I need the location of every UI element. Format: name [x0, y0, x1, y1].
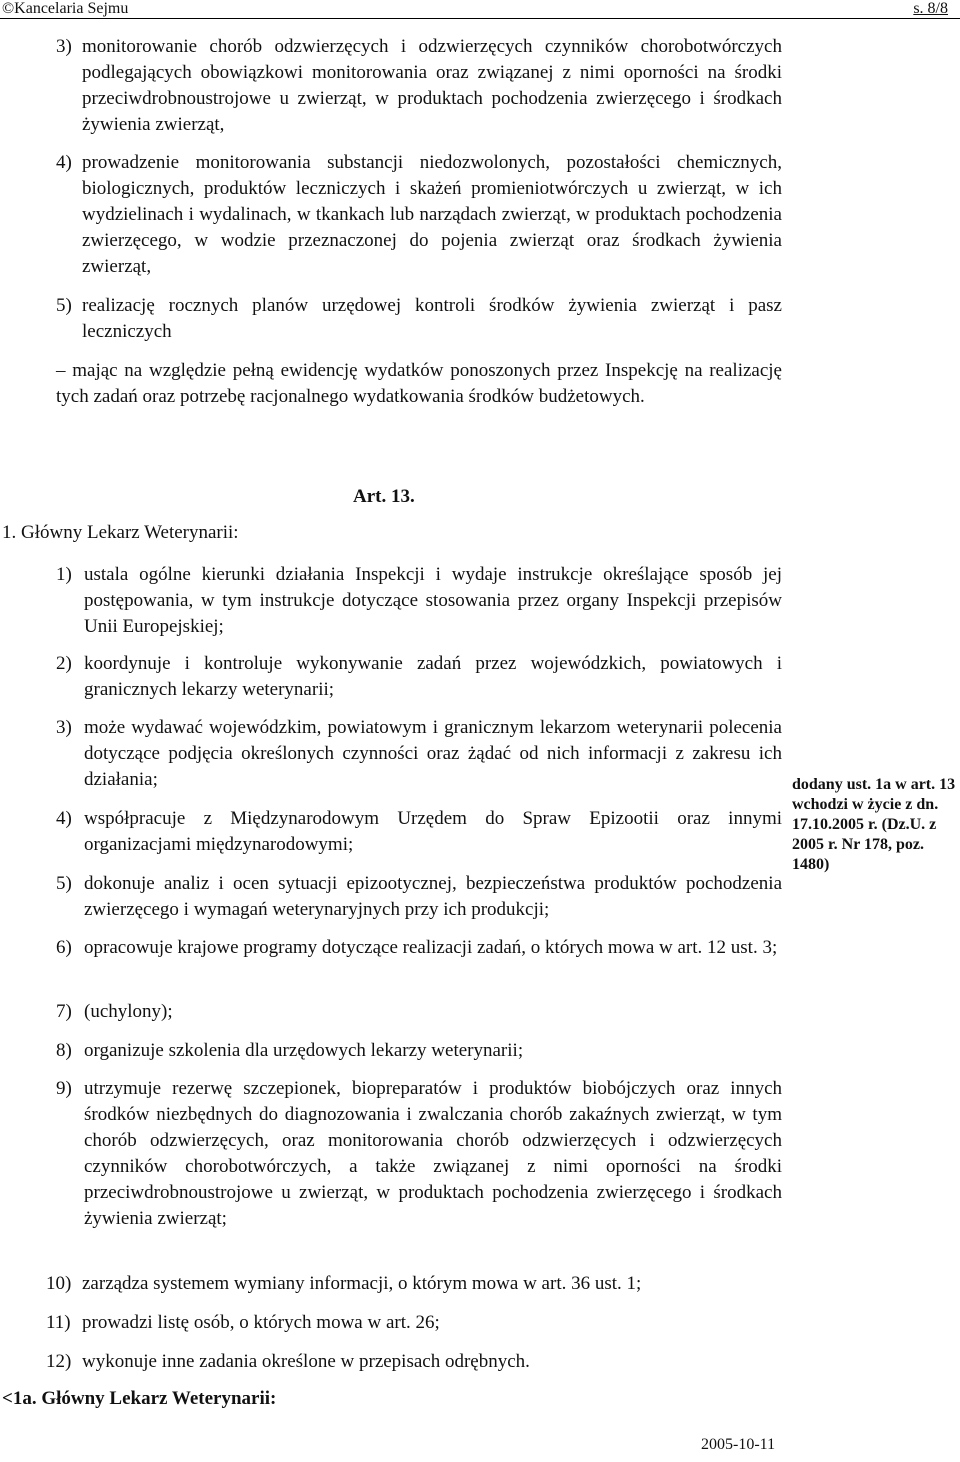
closing-paragraph: – mając na względzie pełną ewidencję wydatków ponoszonych przez Inspekcję na realizację tych zadań oraz potrzebę racjonalnego wydatkowania środków budżetowych.: [56, 360, 782, 407]
footer-date: 2005-10-11: [701, 1436, 776, 1453]
header-rule: [0, 18, 960, 19]
header-page-number: s. 8/8: [913, 0, 948, 17]
list-item: 9) utrzymuje rezerwę szczepionek, biopreparatów i produktów biobójczych oraz innych środków niezbędnych do diagnozowania i zwalczania chorób zakaźnych zwierząt, w tym chorób odzwierzęcych, oraz monitorowania chorób odzwierzęcych i odzwierzęcych czynników chorobotwórczych, a także związanej z nimi oporności na środki przeciwdrobnoustrojowe u zwierząt, w produktach pochodzenia zwierzęcego i środkach żywienia zwierząt;: [56, 1078, 782, 1229]
list-item: 2) koordynuje i kontroluje wykonywanie zadań przez wojewódzkich, powiatowych i granicznych lekarzy weterynarii;: [56, 653, 782, 700]
header-source: ©Kancelaria Sejmu: [2, 0, 129, 17]
list-item: 3) monitorowanie chorób odzwierzęcych i odzwierzęcych czynników chorobotwórczych podlegających obowiązkowi monitorowania oraz związanej z nimi oporności na środki przeciwdrobnoustrojowe u zwierząt, w produktach pochodzenia zwierzęcego i środkach żywienia zwierząt,: [56, 36, 782, 135]
subsection-heading: <1a. Główny Lekarz Weterynarii:: [2, 1388, 277, 1409]
list-item: 6) opracowuje krajowe programy dotyczące realizacji zadań, o których mowa w art. 12 ust. 3;: [56, 937, 778, 958]
list-item: 1) ustala ogólne kierunki działania Inspekcji i wydaje instrukcje określające sposób jej postępowania, w tym instrukcje dotyczące stosowania przez organy Inspekcji przepisów Unii Europejskiej;: [56, 564, 782, 637]
list-item: 5) dokonuje analiz i ocen sytuacji epizootycznej, bezpieczeństwa produktów pochodzenia zwierzęcego i wymagań weterynaryjnych przy ich produkcji;: [56, 873, 782, 920]
article-intro: 1. Główny Lekarz Weterynarii:: [2, 522, 239, 543]
list-item: 5) realizację rocznych planów urzędowej kontroli środków żywienia zwierząt i pasz leczniczych: [56, 295, 782, 342]
article-title: Art. 13.: [353, 486, 415, 507]
margin-note: dodany ust. 1a w art. 13 wchodzi w życie z dn. 17.10.2005 r. (Dz.U. z 2005 r. Nr 178, poz. 1480): [792, 776, 956, 873]
list-item: 8) organizuje szkolenia dla urzędowych lekarzy weterynarii;: [56, 1040, 524, 1061]
list-item: 3) może wydawać wojewódzkim, powiatowym i granicznym lekarzom weterynarii polecenia dotyczące podjęcia określonych czynności oraz żądać od nich informacji z zakresu ich działania;: [56, 717, 782, 790]
list-item: 12) wykonuje inne zadania określone w przepisach odrębnych.: [46, 1351, 530, 1372]
list-item: 7) (uchylony);: [56, 1001, 173, 1022]
list-item: 4) prowadzenie monitorowania substancji niedozwolonych, pozostałości chemicznych, biologicznych, produktów leczniczych i skażeń promieniotwórczych u zwierząt, w ich wydzielinach i wydalinach, w tkankach lub narządach zwierząt, w produktach pochodzenia zwierzęcego, w wodzie przeznaczonej do pojenia zwierząt oraz środkach żywienia zwierząt,: [56, 152, 782, 277]
list-item: 4) współpracuje z Międzynarodowym Urzędem do Spraw Epizootii oraz innymi organizacjami międzynarodowymi;: [56, 808, 782, 855]
list-item: 10) zarządza systemem wymiany informacji, o którym mowa w art. 36 ust. 1;: [46, 1273, 642, 1294]
list-item: 11) prowadzi listę osób, o których mowa w art. 26;: [46, 1312, 440, 1333]
